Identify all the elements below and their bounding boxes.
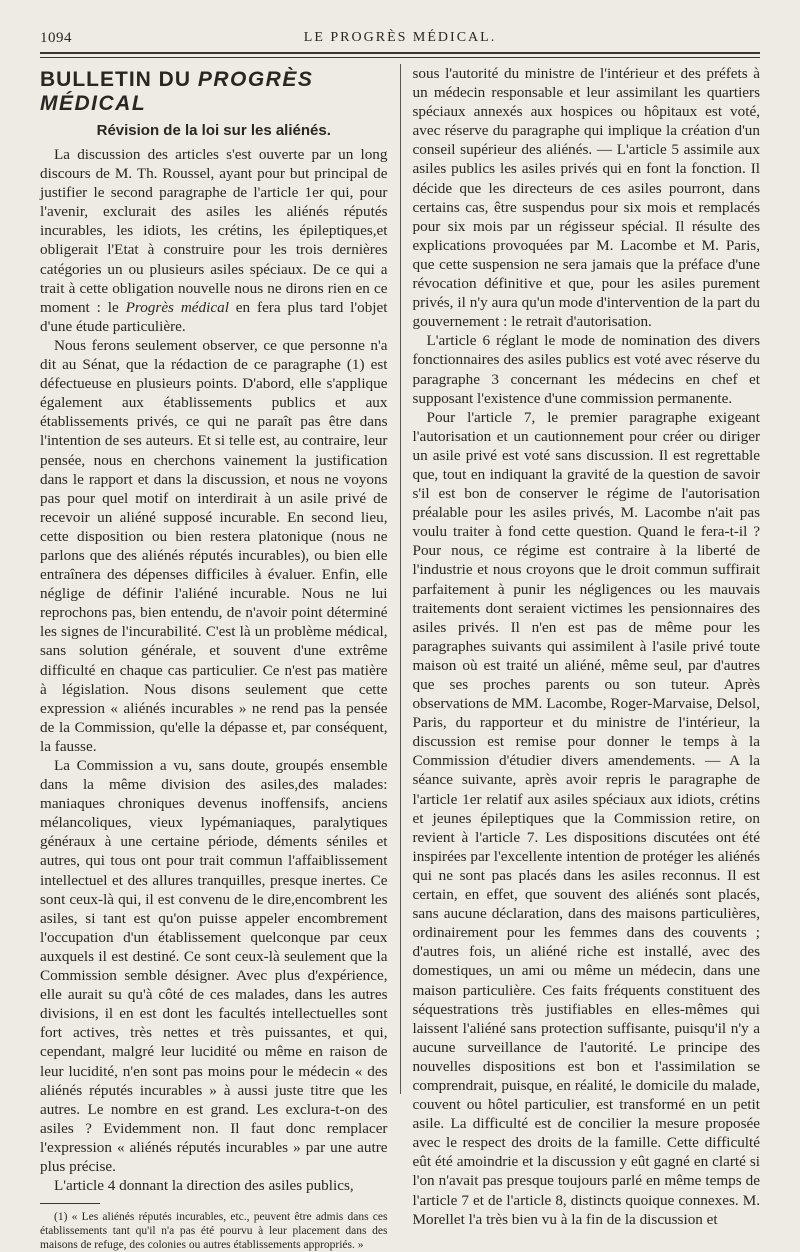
paragraph: sous l'autorité du ministre de l'intérieur et des préfets à un médecin responsable et leur assimilant les quartiers spéciaux annexés aux hospices ou hôpitaux est voté, avec réserve du paragraphe qui implique la création d'un conseil supérieur des aliénés. — L'article 5 assimile aux asiles publics les asiles privés qui en font la fonction. Il décide que les directeurs de ces asiles pourront, dans certains cas, être suspendus pour six mois et remplacés pour six mois par un régisseur spécial. Il résulte des explications provoquées par M. Lacombe et M. Paris, que cette suspension ne sera jamais que la préface d'une révocation définitive et que, pour les asiles purement privés, il n'y aura qu'un mode d'intervention de la part du gouvernement : le retrait d'autorisation.	[412, 65, 760, 331]
running-title: LE PROGRÈS MÉDICAL.	[303, 30, 497, 45]
paragraph	[40, 145, 388, 336]
right-column	[400, 64, 761, 1228]
paragraph: Pour l'article 7, le premier paragraphe exigeant l'autorisation et un cautionnement pour créer ou diriger un asile privé est voté sans discussion. Il est regrettable que, tout en indiquant la gravité de la question de savoir s'il est bon de conserver le régime de l'autorisation préalable pour les asiles privés, M. Lacombe n'ait pas voulu traiter à fond cette question. Quand le fera-t-il ? Pour nous, ce régime est contraire à la liberté de l'industrie et nous croyons que le droit commun suffirait parfaitement à punir les négligences ou les mauvais traitements dont seraient victimes les pensionnaires des asiles privés. Il n'en est pas de même pour les paragraphes suivants qui assimilent à l'asile privé toute maison où est traité un aliéné, même seul, par d'autres que ses proches parents ou son tuteur. Après observations de MM. Lacombe, Roger-Marvaise, Delsol, Paris, du rapporteur et du ministre de l'intérieur, la discussion est remise pour donner le temps à la Commission d'étudier divers amendements. — A la séance suivante, après avoir repris le paragraphe de l'article 1er relatif aux asiles spéciaux aux idiots, crétins et jeunes épileptiques que la Commission retire, on revient à l'article 7. Les dispositions discutées ont été inspirées par l'excellente intention de protéger les aliénés qui ne sont pas placés dans les asiles reconnus. Il est certain, en effet, que souvent des aliénés sont placés, sans aucune déclaration, dans des maisons particulières, ordinairement pour les femmes dans des couvents ; d'autres fois, un aliéné riche est installé, avec des domestiques, un ami ou même un médecin, dans une maison particulière. Ces faits fréquents constituent des séquestrations très justifiables en elles-mêmes qui laissent l'aliéné sans protection suffisante, puisqu'il n'y a aucune surveillance de l'autorité. Le principe des nouvelles dispositions est bon et l'assimilation se comprendrait, puisque, en réalité, le domicile du malade, couvent ou hôtel particulier, est transformé en un petit asile. La difficulté est de concilier la mesure proposée avec le respect des droits de la famille. Cette difficulté eût été amoindrie et la discussion y eût gagné en clarté si l'on n'avait pas presque toujours parlé en même temps de l'article 7 et de l'article 8, distincts quoique connexes. M. Morellet l'a très bien vu à la fin de la discussion et	[412, 408, 760, 1228]
paragraph: La Commission a vu, sans doute, groupés ensemble dans la même division des asiles,des malades: maniaques chroniques devenus inoffensifs, anciens mélancoliques, vieux lypémaniaques, paralytiques généraux à une certaine période, déments séniles et autres, qui tous ont pour trait commun l'affaiblissement intellectuel et des allures tranquilles, presque inertes. Ce sont ceux-là qui, il est convenu de le dire,encombrent les asiles, si tant est qu'on puisse appeler encombrement l'occupation d'un établissement quelconque par ceux auxquels il est destiné. Ce sont ceux-là seulement que la Commission semble désigner. Avec plus d'expérience, elle aurait su qu'à côté de ces malades, dans les autres divisions, il en est dont les facultés intellectuelles sont fort actives, très nettes et très puissantes, et qui, cependant, malgré leur lucidité ou même en raison de leur lucidité, n'en sont pas moins pour le médecin « des aliénés réputés incurables » à aussi juste titre que les autres. Le nombre en est grand. Les exclura-t-on des asiles ? Evidemment non. Il faut donc remplacer l'expression « aliénés réputés incurables » par une autre plus précise.	[40, 757, 388, 1175]
two-column-body	[30, 64, 770, 1252]
page-header	[30, 30, 770, 48]
paragraph: L'article 4 donnant la direction des asiles publics,	[54, 1177, 354, 1195]
article-title: Révision de la loi sur les aliénés.	[96, 122, 331, 139]
paragraph-text: La discussion des articles s'est ouverte par un long discours de M. Th. Roussel, ayant pour but principal de justifier le second paragraphe de l'article 1er qui, pour l'avenir, exclurait des asiles les aliénés réputés incurables, les idiots, les crétins, les épileptiques,et obligerait l'Etat à construire pour les trois dernières catégories un ou plusieurs asiles spéciaux. De ce qui a trait à cette obligation nouvelle nous ne dirons rien en ce moment : le	[40, 146, 388, 316]
journal-name: Progrès médical	[125, 298, 229, 316]
paragraph: Nous ferons seulement observer, ce que personne n'a dit au Sénat, que la rédaction de ce paragraphe (1) est défectueuse en plusieurs points. D'abord, elle s'applique également aux établissements publics et aux établissements privés, ce qui ne paraît pas être dans l'intention de ses auteurs. Et si telle est, au contraire, leur pensée, nous en cherchons vainement la justification dans le rapport et dans la discussion, et nous ne voyons pas pour quel motif on interdirait à un asile privé de recevoir un aliéné supposé incurable. En second lieu, cette disposition ou bien restera platonique (nous ne parlons que des aliénés réputés incurables), ou bien elle entraînera des dépenses difficiles à évaluer. Enfin, elle néglige de définir l'aliéné incurable. Nous ne lui reprochons pas, bien entendu, de n'avoir point déterminé les signes de l'incurabilité. C'est là un problème médical, sans solution générale, et souvent d'une extrême difficulté en chaque cas particulier. Ce n'est pas matière à législation. Nous disons seulement que cette expression « aliénés incurables » ne rend pas la pensée de la Commission, qu'elle la dépasse et, par conséquent, la fausse.	[40, 336, 388, 755]
page-number: 1094	[40, 30, 72, 46]
bulletin-heading-prefix: BULLETIN DU	[40, 68, 198, 91]
header-rule-thin	[40, 57, 760, 58]
paragraph-text: en fera plus tard l'objet d'une étude particulière.	[40, 298, 388, 335]
paragraph: L'article 6 réglant le mode de nomination des divers fonctionnaires des asiles publics est voté avec réserve du paragraphe 3 concernant les médecins en chef et supposant l'existence d'une commission permanente.	[412, 332, 760, 407]
header-rule-thick	[40, 52, 760, 54]
footnote-rule	[40, 1203, 100, 1204]
footnote: (1) « Les aliénés réputés incurables, etc., peuvent être admis dans ces établissements tant qu'il n'a pas été pourvu à leur placement dans des maisons de refuge, des colonies ou autres établissements appropriés. »	[40, 1211, 388, 1252]
bulletin-heading-journal: PROGRÈS MÉDICAL	[40, 68, 314, 115]
left-column	[40, 64, 400, 1252]
bulletin-heading	[40, 68, 388, 116]
